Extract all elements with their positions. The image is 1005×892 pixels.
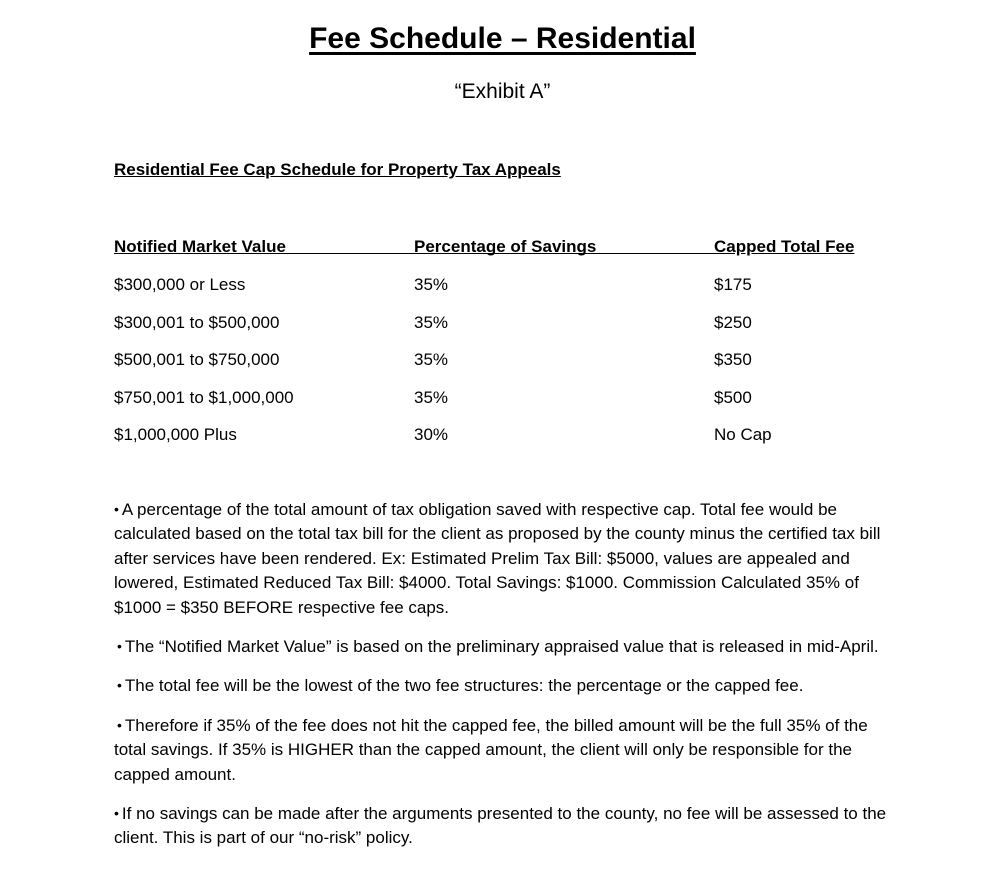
- table-row: [114, 346, 864, 384]
- header-capped-total-fee: Capped Total Fee: [714, 237, 855, 256]
- note-item: [114, 713, 904, 787]
- table-row: [114, 271, 864, 309]
- percentage-cell: 35%: [414, 387, 449, 407]
- capped-fee-cell: $175: [714, 275, 752, 294]
- capped-fee-cell: No Cap: [714, 425, 772, 444]
- note-item: [114, 801, 904, 851]
- note-item: [114, 673, 904, 698]
- note-text: The “Notified Market Value” is based on the preliminary appraised value that is released in mid-April.: [124, 637, 879, 657]
- exhibit-label: “Exhibit A”: [454, 80, 551, 103]
- market-value-cell: $500,001 to $750,000: [114, 350, 280, 369]
- note-item: [114, 497, 904, 620]
- note-text: The total fee will be the lowest of the two fee structures: the percentage or the capped fee.: [124, 676, 804, 696]
- note-text: A percentage of the total amount of tax obligation saved with respective cap. Total fee would be calculated based on the total tax bill for the client as proposed by the county minus the certified tax bill after services have been rendered. Ex: Estimated Prelim Tax Bill: $5000, values are appealed and lowered, Estimated Reduced Tax Bill: $4000. Total Savings: $1000. Commission Calculated 35% of $1000 = $350 BEFORE respective fee caps.: [114, 500, 881, 617]
- table-row: [114, 384, 864, 422]
- percentage-cell: 35%: [414, 350, 449, 369]
- note-item: [114, 634, 904, 659]
- header-percentage-of-savings: Percentage of Savings: [414, 237, 597, 256]
- bullet-icon: •: [117, 716, 122, 733]
- section-heading: Residential Fee Cap Schedule for Property Tax Appeals: [114, 160, 561, 179]
- bullet-icon: •: [114, 805, 119, 822]
- bullet-icon: •: [117, 638, 122, 655]
- table-row: [114, 309, 864, 347]
- note-text: Therefore if 35% of the fee does not hit the capped fee, the billed amount will be the full 35% of the total savings. If 35% is HIGHER than the capped amount, the client will only be responsible for the capped amount.: [114, 715, 868, 784]
- document-title: Fee Schedule – Residential: [309, 22, 696, 55]
- market-value-cell: $300,000 or Less: [114, 275, 246, 294]
- table-header-row: [114, 233, 864, 271]
- bullet-icon: •: [114, 501, 119, 517]
- capped-fee-cell: $500: [714, 387, 752, 407]
- percentage-cell: 35%: [414, 275, 449, 294]
- capped-fee-cell: $250: [714, 312, 752, 332]
- market-value-cell: $1,000,000 Plus: [114, 425, 237, 444]
- header-notified-market-value: Notified Market Value: [114, 237, 286, 256]
- percentage-cell: 30%: [414, 425, 449, 444]
- percentage-cell: 35%: [414, 312, 449, 332]
- fee-cap-table: [114, 233, 864, 459]
- table-row: [114, 421, 864, 459]
- market-value-cell: $300,001 to $500,000: [114, 312, 280, 332]
- note-text: If no savings can be made after the arguments presented to the county, no fee will be assessed to the client. This is part of our “no-risk” policy.: [114, 804, 887, 848]
- fee-notes: [114, 497, 904, 865]
- bullet-icon: •: [117, 677, 122, 694]
- capped-fee-cell: $350: [714, 350, 752, 369]
- market-value-cell: $750,001 to $1,000,000: [114, 387, 294, 407]
